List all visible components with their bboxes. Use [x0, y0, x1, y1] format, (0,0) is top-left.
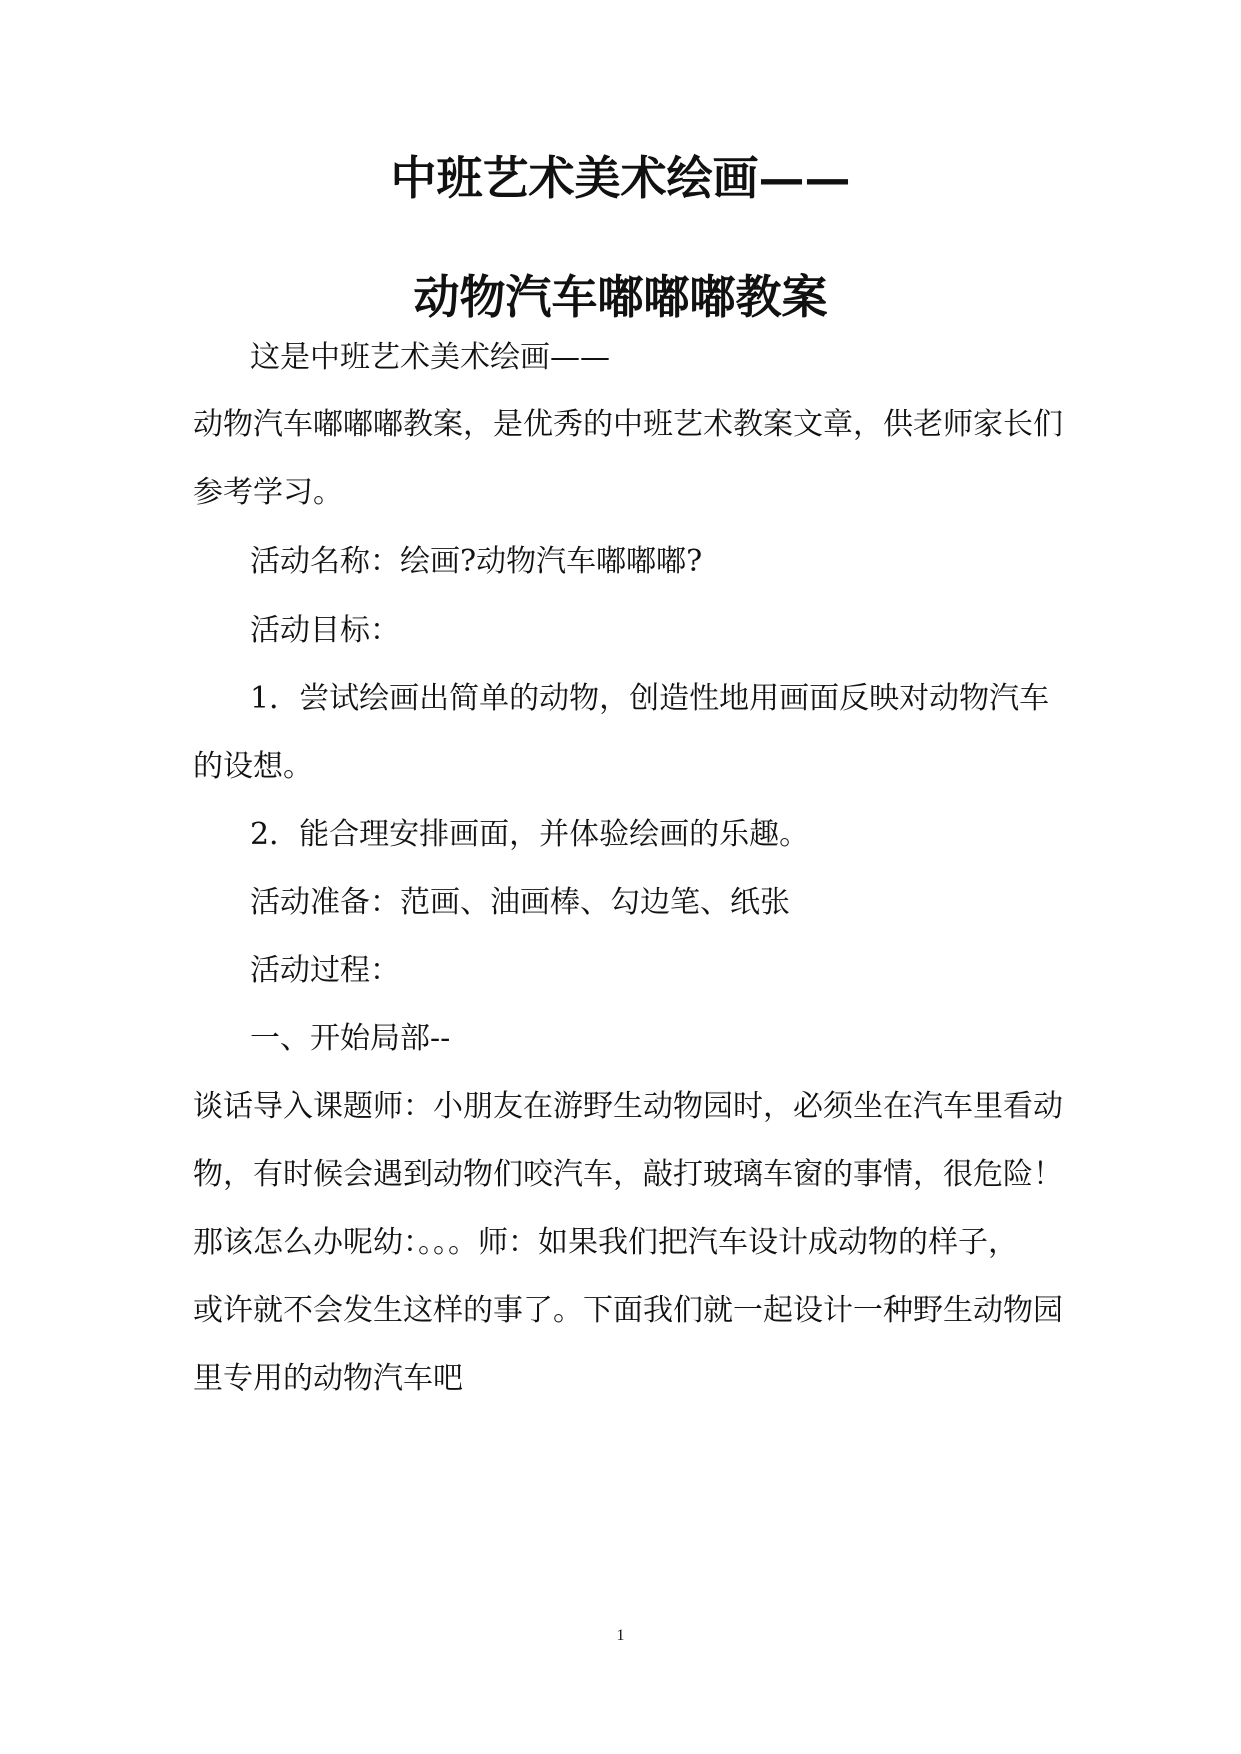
section-1-paragraph-line-1: 谈话导入课题师：小朋友在游野生动物园时，必须坐在汽车里看动: [193, 1089, 1063, 1124]
document-title-line-2: 动物汽车嘟嘟嘟教案: [413, 270, 828, 324]
section-1-paragraph-line-3: 那该怎么办呢幼：。。。师：如果我们把汽车设计成动物的样子，: [193, 1225, 1018, 1260]
activity-goals-heading: 活动目标：: [250, 613, 400, 648]
activity-name: 活动名称：绘画?动物汽车嘟嘟嘟?: [250, 544, 703, 579]
goal-2: 2．能合理安排画面，并体验绘画的乐趣。: [250, 817, 810, 852]
intro-paragraph-line-3: 参考学习。: [193, 475, 343, 510]
intro-paragraph-line-1: 这是中班艺术美术绘画——: [250, 340, 610, 375]
intro-paragraph-line-2: 动物汽车嘟嘟嘟教案，是优秀的中班艺术教案文章，供老师家长们: [193, 407, 1063, 442]
section-1-heading: 一、开始局部--: [250, 1021, 451, 1056]
activity-preparation: 活动准备：范画、油画棒、勾边笔、纸张: [250, 885, 790, 920]
section-1-paragraph-line-5: 里专用的动物汽车吧: [193, 1361, 463, 1396]
activity-process-heading: 活动过程：: [250, 953, 400, 988]
page-number: 1: [616, 1627, 625, 1644]
goal-1-line-1: 1．尝试绘画出简单的动物，创造性地用画面反映对动物汽车: [250, 681, 1050, 716]
document-title-line-1: 中班艺术美术绘画——: [390, 151, 851, 205]
section-1-paragraph-line-4: 或许就不会发生这样的事了。下面我们就一起设计一种野生动物园: [193, 1293, 1063, 1328]
goal-1-line-2: 的设想。: [193, 749, 313, 784]
section-1-paragraph-line-2: 物，有时候会遇到动物们咬汽车，敲打玻璃车窗的事情，很危险！: [193, 1157, 1063, 1192]
